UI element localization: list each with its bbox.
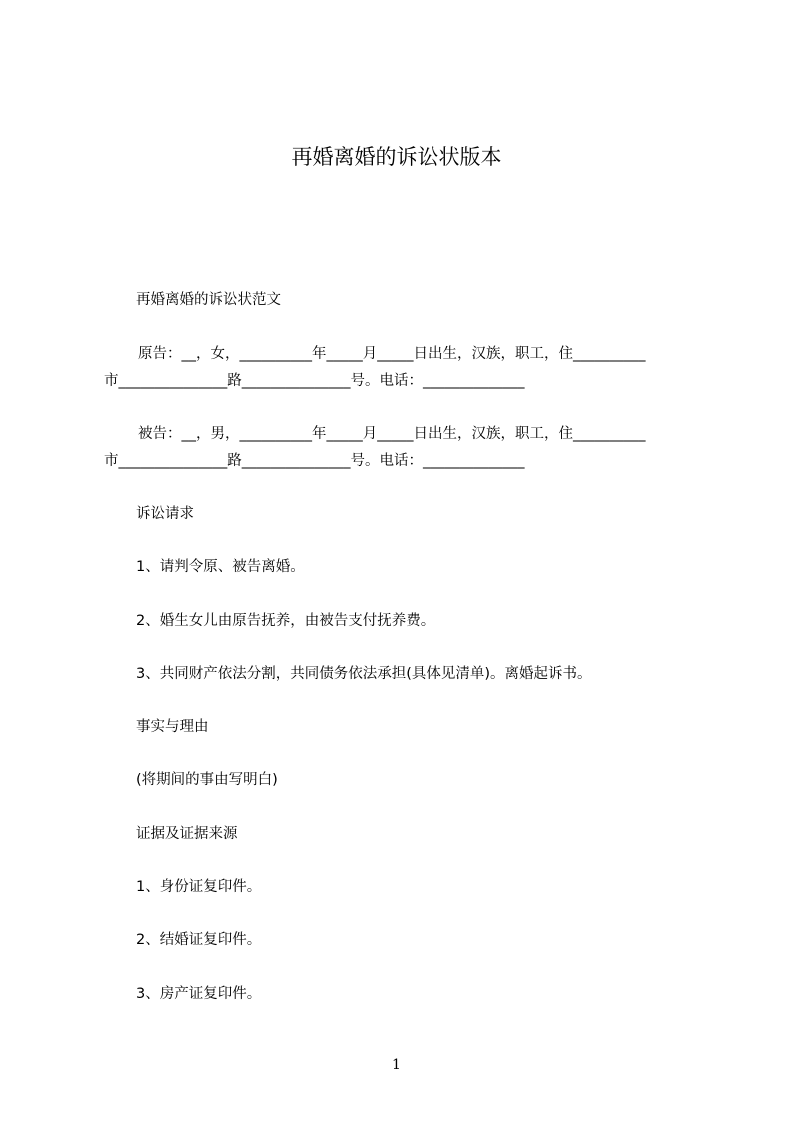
claim-item: 3、共同财产依法分割，共同债务依法承担(具体见清单)。离婚起诉书。 [136, 666, 592, 682]
defendant-line-1: 被告：__，男，__________年_____月_____日出生，汉族，职工，住__________ [138, 426, 646, 442]
facts-heading: 事实与理由 [136, 719, 209, 735]
facts-text: (将期间的事由写明白) [136, 772, 278, 788]
evidence-item: 3、房产证复印件。 [136, 986, 262, 1002]
plaintiff-line-2: 市_______________路_______________号。电话：______________ [104, 373, 525, 389]
page-number: 1 [392, 1057, 401, 1073]
evidence-item: 2、结婚证复印件。 [136, 932, 262, 948]
document-title: 再婚离婚的诉讼状版本 [291, 145, 502, 169]
evidence-heading: 证据及证据来源 [136, 826, 238, 842]
plaintiff-line-1: 原告：__，女，__________年_____月_____日出生，汉族，职工，住__________ [138, 346, 646, 362]
document-subtitle: 再婚离婚的诉讼状范文 [136, 292, 281, 308]
claim-item: 2、婚生女儿由原告抚养，由被告支付抚养费。 [136, 613, 436, 629]
defendant-line-2: 市_______________路_______________号。电话：______________ [104, 453, 525, 469]
evidence-item: 1、身份证复印件。 [136, 879, 262, 895]
claim-item: 1、请判令原、被告离婚。 [136, 559, 305, 575]
claims-heading: 诉讼请求 [136, 506, 194, 522]
